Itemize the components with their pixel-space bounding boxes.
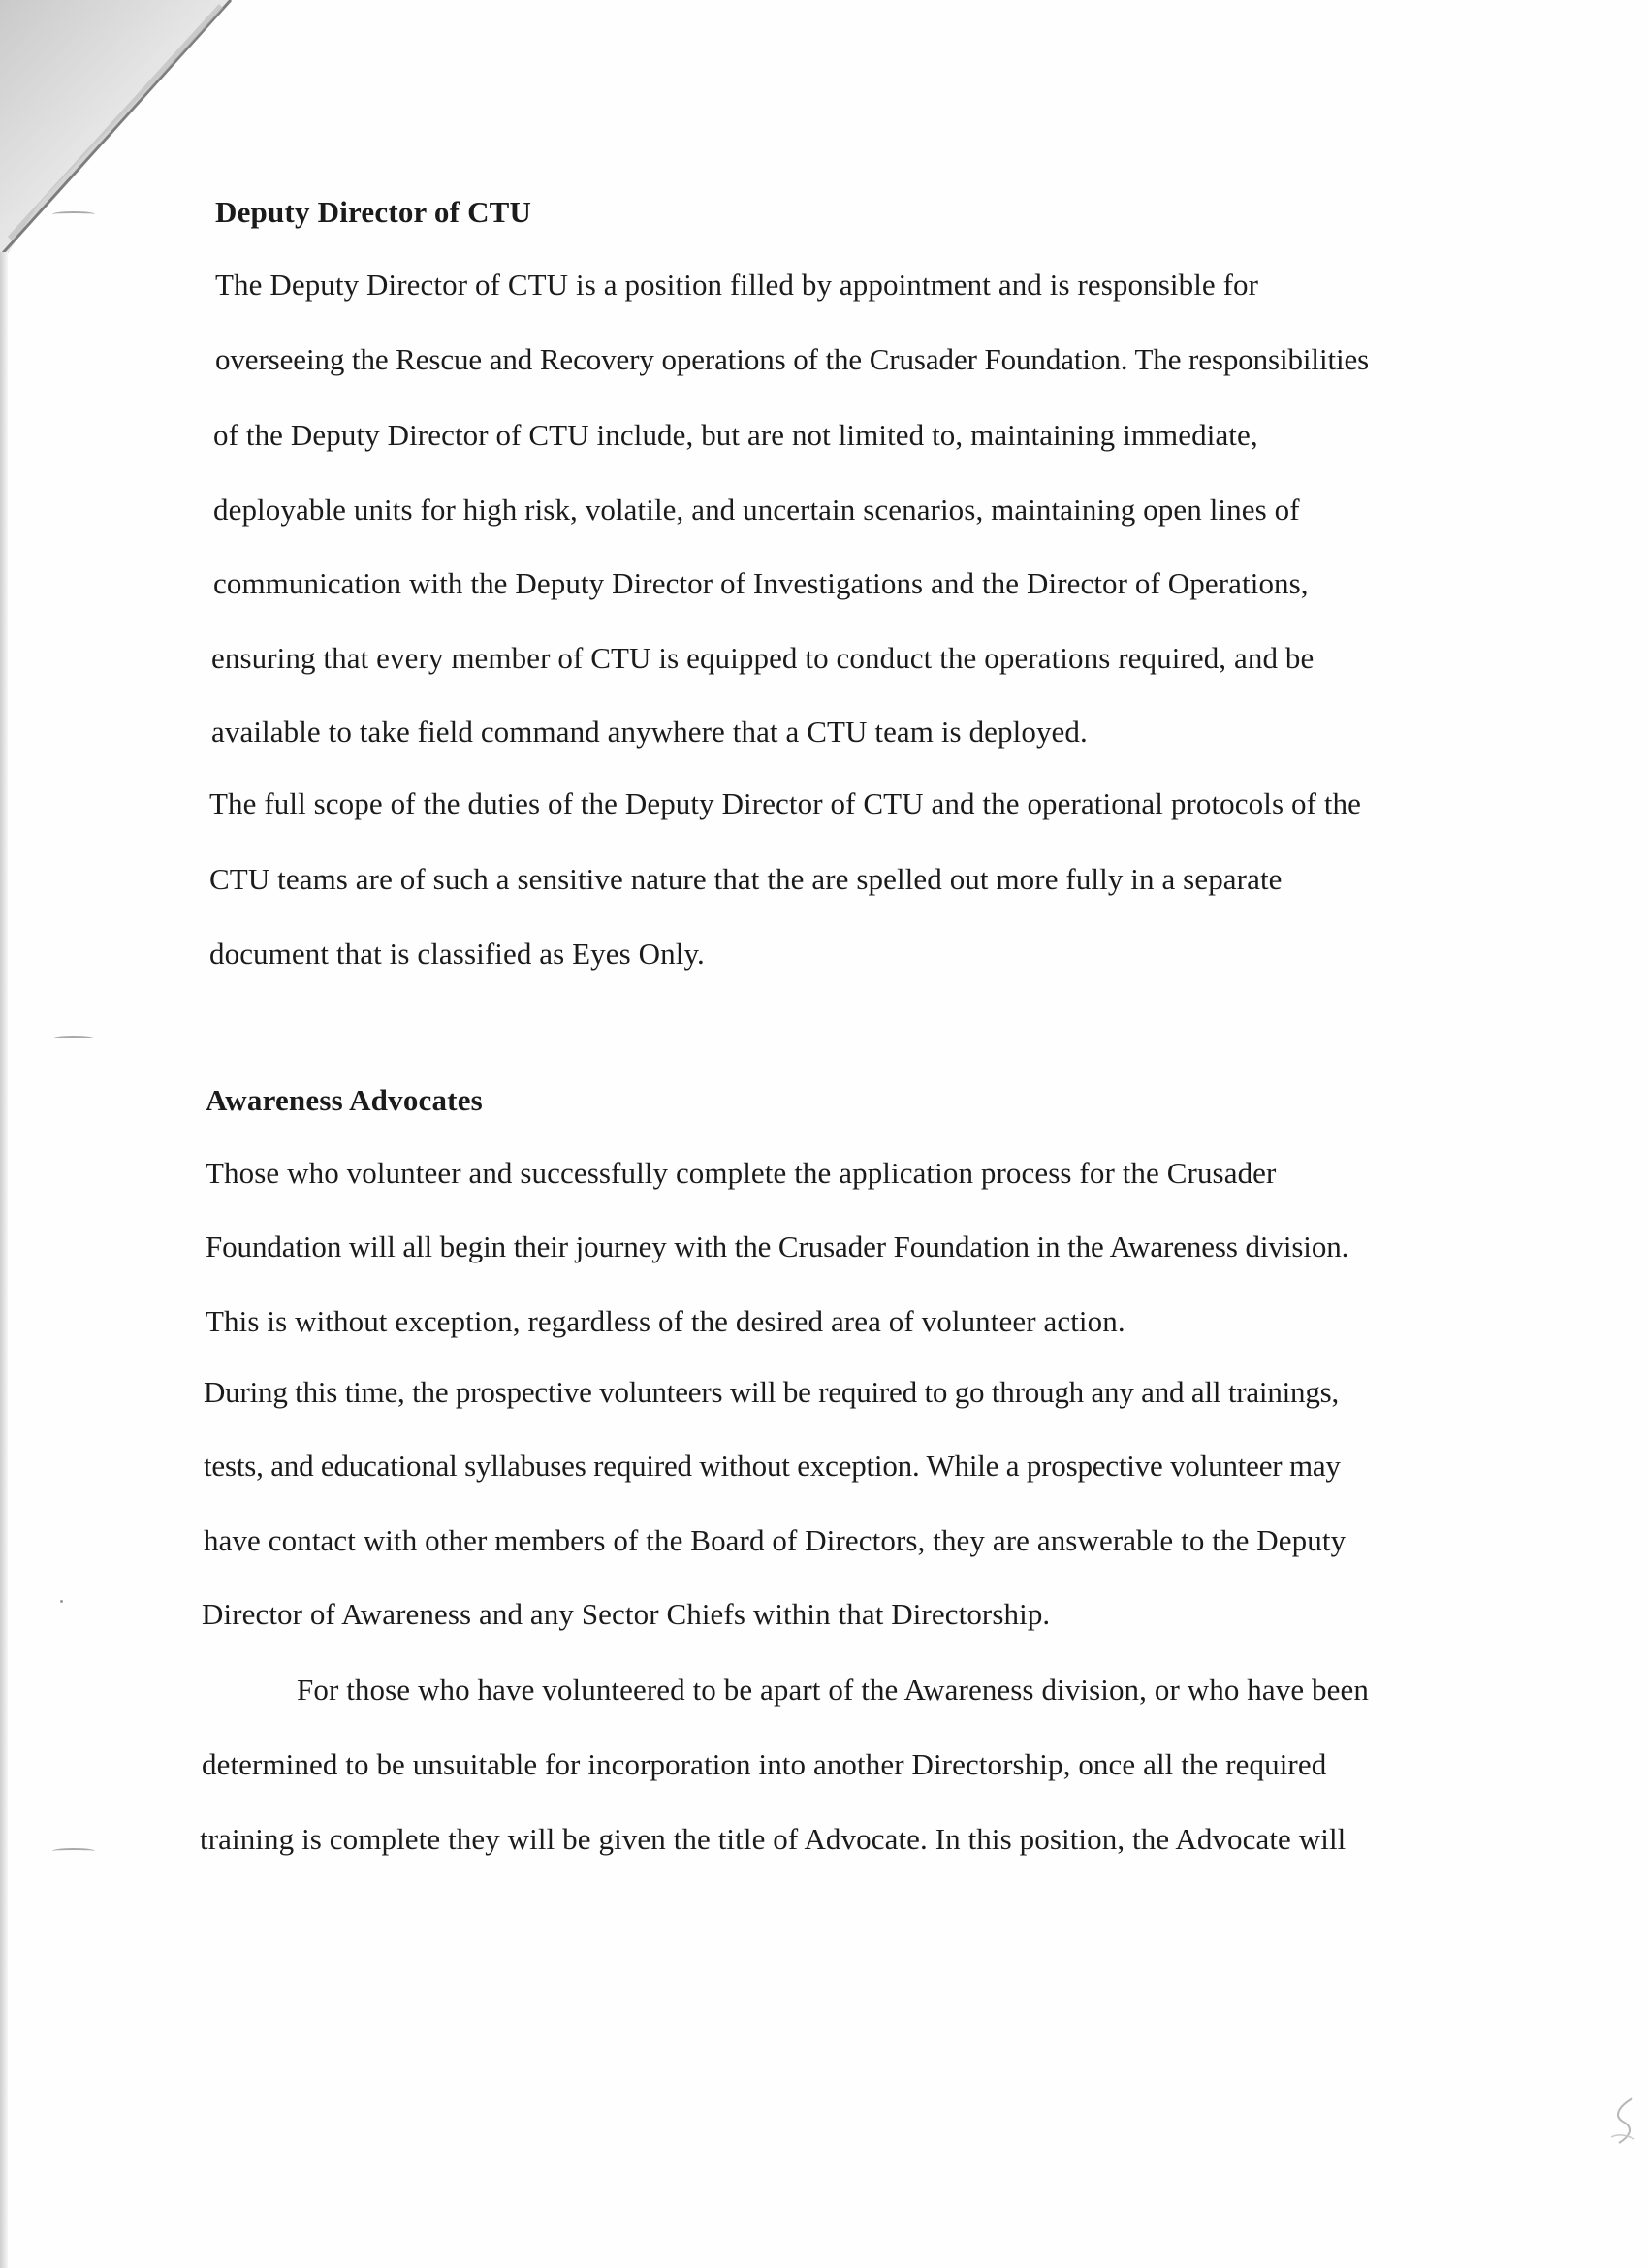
page-edge-shadow xyxy=(0,252,8,2268)
scan-artifact xyxy=(52,1848,95,1854)
paragraph-line: deployable units for high risk, volatile, and uncertain scenarios, maintaining open lines of xyxy=(213,493,1300,527)
paragraph-line: have contact with other members of the Board of Directors, they are answerable to the Deputy xyxy=(204,1523,1347,1557)
section-heading: Awareness Advocates xyxy=(206,1083,483,1117)
paragraph-line: training is complete they will be given the title of Advocate. In this position, the Advocate will xyxy=(200,1822,1347,1856)
paragraph-line: This is without exception, regardless of the desired area of volunteer action. xyxy=(206,1304,1125,1338)
paragraph-line: communication with the Deputy Director of Investigations and the Director of Operations, xyxy=(213,566,1309,600)
paragraph-line: ensuring that every member of CTU is equipped to conduct the operations required, and be xyxy=(211,641,1315,675)
paragraph-line: During this time, the prospective volunteers will be required to go through any and all trainings, xyxy=(204,1375,1340,1409)
paragraph-line: The Deputy Director of CTU is a position filled by appointment and is responsible for xyxy=(215,268,1259,302)
paragraph-line: available to take field command anywhere that a CTU team is deployed. xyxy=(211,715,1088,749)
paragraph-line: tests, and educational syllabuses required without exception. While a prospective volunteer may xyxy=(204,1449,1341,1483)
paragraph-line: Foundation will all begin their journey with the Crusader Foundation in the Awareness division. xyxy=(206,1230,1349,1263)
paragraph-line-indented: For those who have volunteered to be apart of the Awareness division, or who have been xyxy=(297,1673,1369,1707)
scan-artifact xyxy=(60,1600,63,1603)
paragraph-line: document that is classified as Eyes Only. xyxy=(209,937,705,971)
paragraph-line: determined to be unsuitable for incorporation into another Directorship, once all the required xyxy=(202,1747,1327,1781)
paragraph-line: The full scope of the duties of the Deputy Director of CTU and the operational protocols of the xyxy=(209,786,1362,820)
paragraph-line: of the Deputy Director of CTU include, but are not limited to, maintaining immediate, xyxy=(213,418,1258,452)
paragraph-line: overseeing the Rescue and Recovery operations of the Crusader Foundation. The responsibilities xyxy=(215,342,1370,376)
scan-artifact xyxy=(52,211,95,217)
paragraph-line: CTU teams are of such a sensitive nature that the are spelled out more fully in a separate xyxy=(209,862,1283,896)
paragraph-line: Those who volunteer and successfully complete the application process for the Crusader xyxy=(206,1156,1277,1190)
paragraph-line: Director of Awareness and any Sector Chiefs within that Directorship. xyxy=(202,1597,1051,1631)
folded-corner-shadow xyxy=(0,0,233,262)
scan-artifact xyxy=(52,1036,95,1041)
scan-artifact xyxy=(1605,2094,1640,2149)
section-heading: Deputy Director of CTU xyxy=(215,195,532,229)
